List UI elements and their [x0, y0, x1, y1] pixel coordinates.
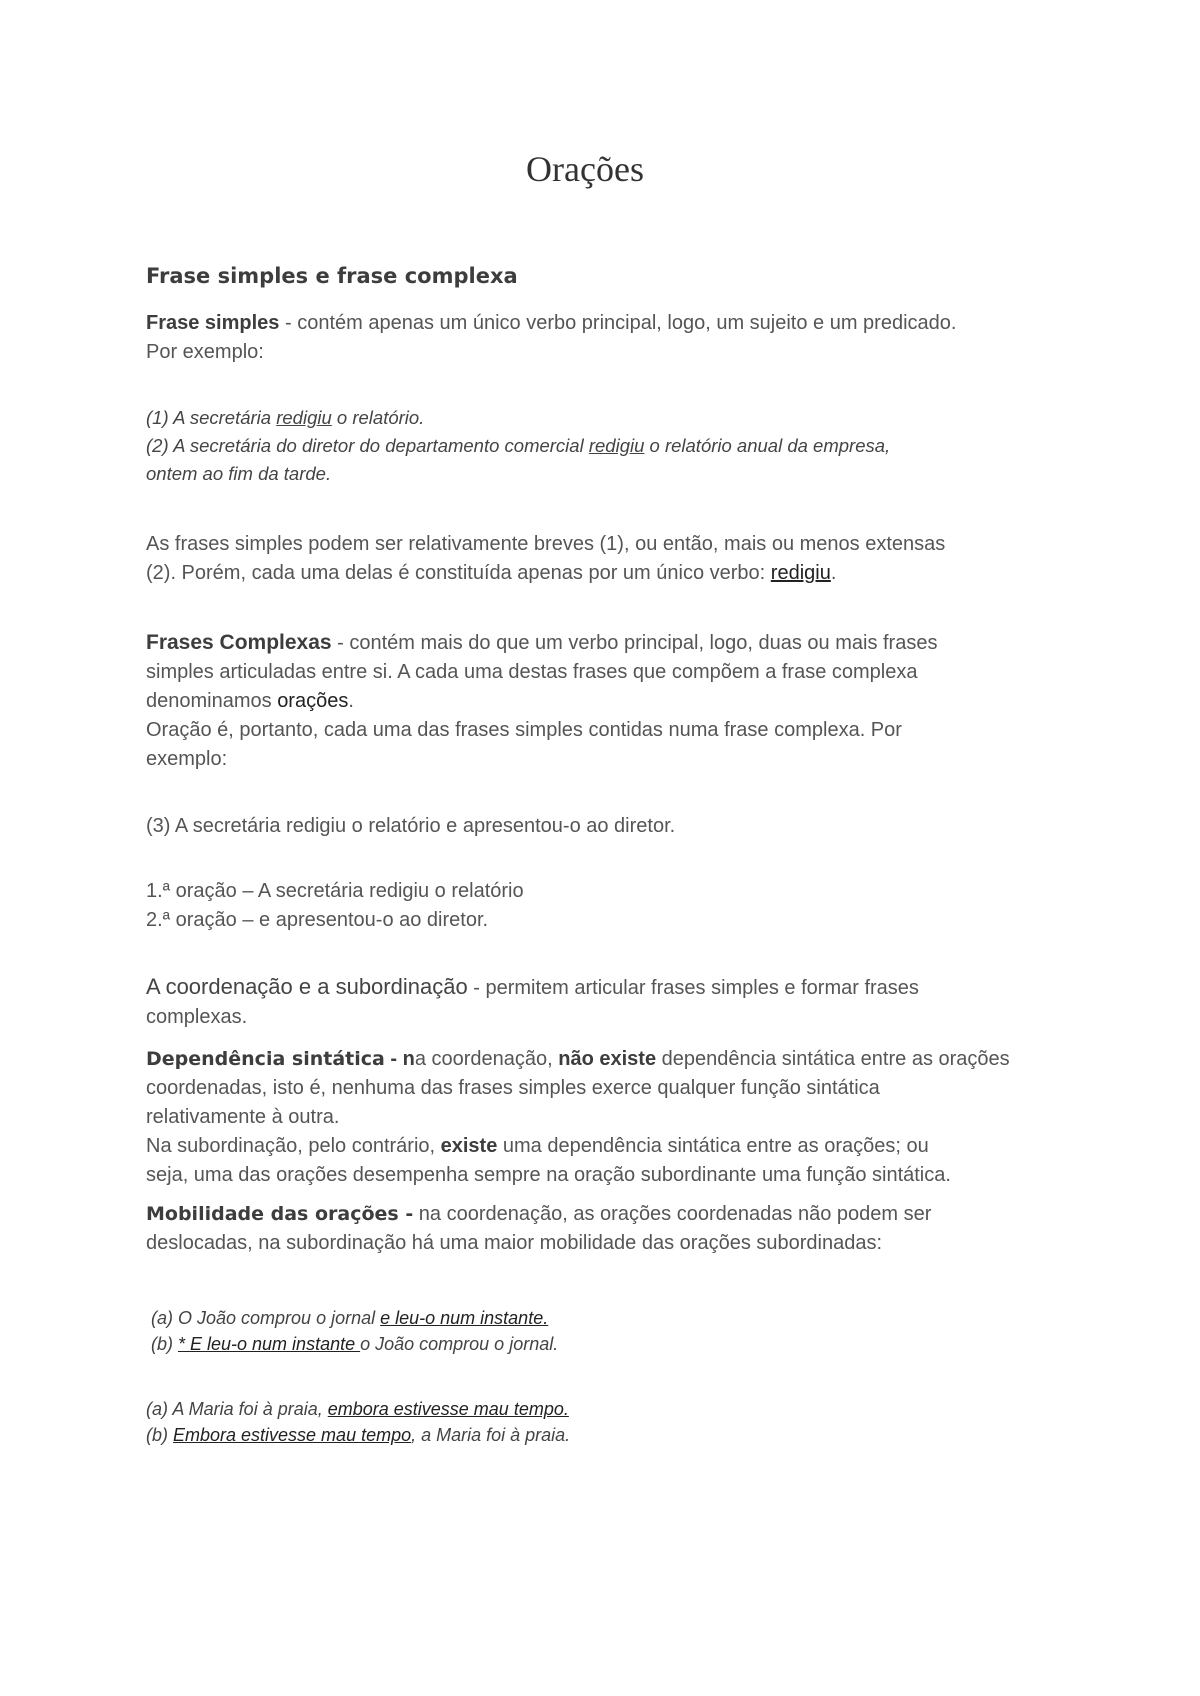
example-1-rest: o relatório.: [331, 407, 425, 428]
complexas-line-3-end: .: [348, 690, 354, 712]
example-b-2-text: (b): [146, 1425, 173, 1445]
example-a-2: [151, 1331, 1071, 1357]
oracao-1: 1.ª oração – A secretária redigiu o relatório: [146, 880, 524, 902]
dependencia-line-5: seja, uma das orações desempenha sempre na oração subordinante uma função sintática.: [146, 1164, 951, 1186]
example-1: [146, 404, 1066, 432]
examples-subordinacao: [146, 1396, 1066, 1448]
note-verb: redigiu: [770, 562, 831, 584]
paragraph-frases-simples-note: [146, 530, 1066, 588]
coordenacao-line-1-text: - permitem articular frases simples e formar frases: [467, 977, 919, 999]
example-b-2-underlined: Embora estivesse mau tempo: [173, 1425, 412, 1445]
complexas-line-3-text: denominamos: [146, 690, 278, 712]
dependencia-line-3: relativamente à outra.: [146, 1106, 340, 1128]
example-b-2: [146, 1422, 1066, 1448]
example-b-2-rest: , a Maria foi à praia.: [411, 1425, 571, 1445]
example-b-1-underlined: embora estivesse mau tempo.: [327, 1399, 569, 1419]
complexas-line-2: simples articuladas entre si. A cada uma destas frases que compõem a frase complexa: [146, 661, 918, 683]
example-2: [146, 432, 1066, 460]
definition-frases-complexas: [146, 628, 1066, 774]
coordenacao-line-2: complexas.: [146, 1006, 248, 1028]
example-2-text: (2) A secretária do diretor do departamento comercial: [146, 435, 589, 456]
page-title: Orações: [526, 149, 644, 189]
example-1-text: (1) A secretária: [146, 407, 277, 428]
bold-existe: existe: [440, 1135, 498, 1157]
term-oracoes: orações: [277, 690, 349, 712]
examples-frase-simples: [146, 404, 1066, 488]
mobilidade-line-2: deslocadas, na subordinação há uma maior mobilidade das orações subordinadas:: [146, 1232, 883, 1254]
oracoes-list: [146, 877, 1066, 935]
term-dependencia-sintatica: Dependência sintática: [146, 1048, 385, 1070]
term-frases-complexas: Frases Complexas: [146, 631, 332, 654]
note-line-2: [146, 559, 1066, 588]
coordenacao-line-1: [146, 972, 1066, 1003]
paragraph-mobilidade-oracoes: [146, 1200, 1066, 1258]
dependencia-line-2: coordenadas, isto é, nenhuma das frases simples exerce qualquer função sintática: [146, 1077, 880, 1099]
note-line-1: As frases simples podem ser relativamente breves (1), ou então, mais ou menos extensas: [146, 533, 946, 555]
term-mobilidade-oracoes: Mobilidade das orações -: [146, 1203, 414, 1225]
example-a-1-text: (a) O João comprou o jornal: [151, 1308, 381, 1328]
example-b-1: [146, 1396, 1066, 1422]
example-2-rest: o relatório anual da empresa,: [644, 435, 891, 456]
complexas-line-1-text: - contém mais do que um verbo principal, logo, duas ou mais frases: [331, 632, 938, 654]
dependencia-line-4: [146, 1132, 1066, 1161]
dependencia-line-1: [146, 1045, 1066, 1074]
definition-line-2: Por exemplo:: [146, 341, 264, 363]
dependencia-text: a coordenação,: [414, 1048, 559, 1070]
note-line-2-end: .: [830, 562, 837, 584]
section-heading-coordenacao: A coordenação e a subordinação: [146, 974, 468, 999]
example-3: (3) A secretária redigiu o relatório e apresentou-o ao diretor.: [146, 815, 676, 837]
example-a-2-rest: o João comprou o jornal.: [360, 1334, 559, 1354]
mobilidade-text: na coordenação, as orações coordenadas não podem ser: [413, 1203, 932, 1225]
definition-frase-simples: [146, 309, 1066, 367]
dependencia-dash: - n: [384, 1048, 415, 1070]
term-frase-simples: Frase simples: [146, 312, 280, 334]
example-a-1: [151, 1305, 1071, 1331]
mobilidade-line-1: [146, 1200, 1066, 1229]
paragraph-dependencia-sintatica: [146, 1045, 1066, 1190]
examples-coordenacao: [151, 1305, 1071, 1357]
oracao-2: 2.ª oração – e apresentou-o ao diretor.: [146, 909, 489, 931]
example-b-1-text: (a) A Maria foi à praia,: [146, 1399, 328, 1419]
example-a-2-underlined: * E leu-o num instante: [178, 1334, 361, 1354]
example-1-verb: redigiu: [276, 407, 332, 428]
complexas-line-3: [146, 687, 1066, 716]
complexas-line-5: exemplo:: [146, 748, 228, 770]
definition-text: - contém apenas um único verbo principal, logo, um sujeito e um predicado.: [279, 312, 957, 334]
example-2-line-2: ontem ao fim da tarde.: [146, 463, 332, 484]
bold-nao-existe: não existe: [558, 1048, 657, 1070]
dependencia-text-2: dependência sintática entre as orações: [656, 1048, 1010, 1070]
dependencia-line-4-text: Na subordinação, pelo contrário,: [146, 1135, 441, 1157]
dependencia-line-4-end: uma dependência sintática entre as orações; ou: [497, 1135, 929, 1157]
example-2-verb: redigiu: [588, 435, 645, 456]
example-a-1-underlined: e leu-o num instante.: [380, 1308, 549, 1328]
section-coordenacao-subordinacao: [146, 972, 1066, 1032]
complexas-line-1: [146, 628, 1066, 658]
definition-line: [146, 309, 1066, 338]
note-line-2-text: (2). Porém, cada uma delas é constituída apenas por um único verbo:: [146, 562, 771, 584]
section-heading-frase-simples-complexa: Frase simples e frase complexa: [146, 264, 518, 288]
example-a-2-text: (b): [151, 1334, 178, 1354]
complexas-line-4: Oração é, portanto, cada uma das frases simples contidas numa frase complexa. Por: [146, 719, 902, 741]
